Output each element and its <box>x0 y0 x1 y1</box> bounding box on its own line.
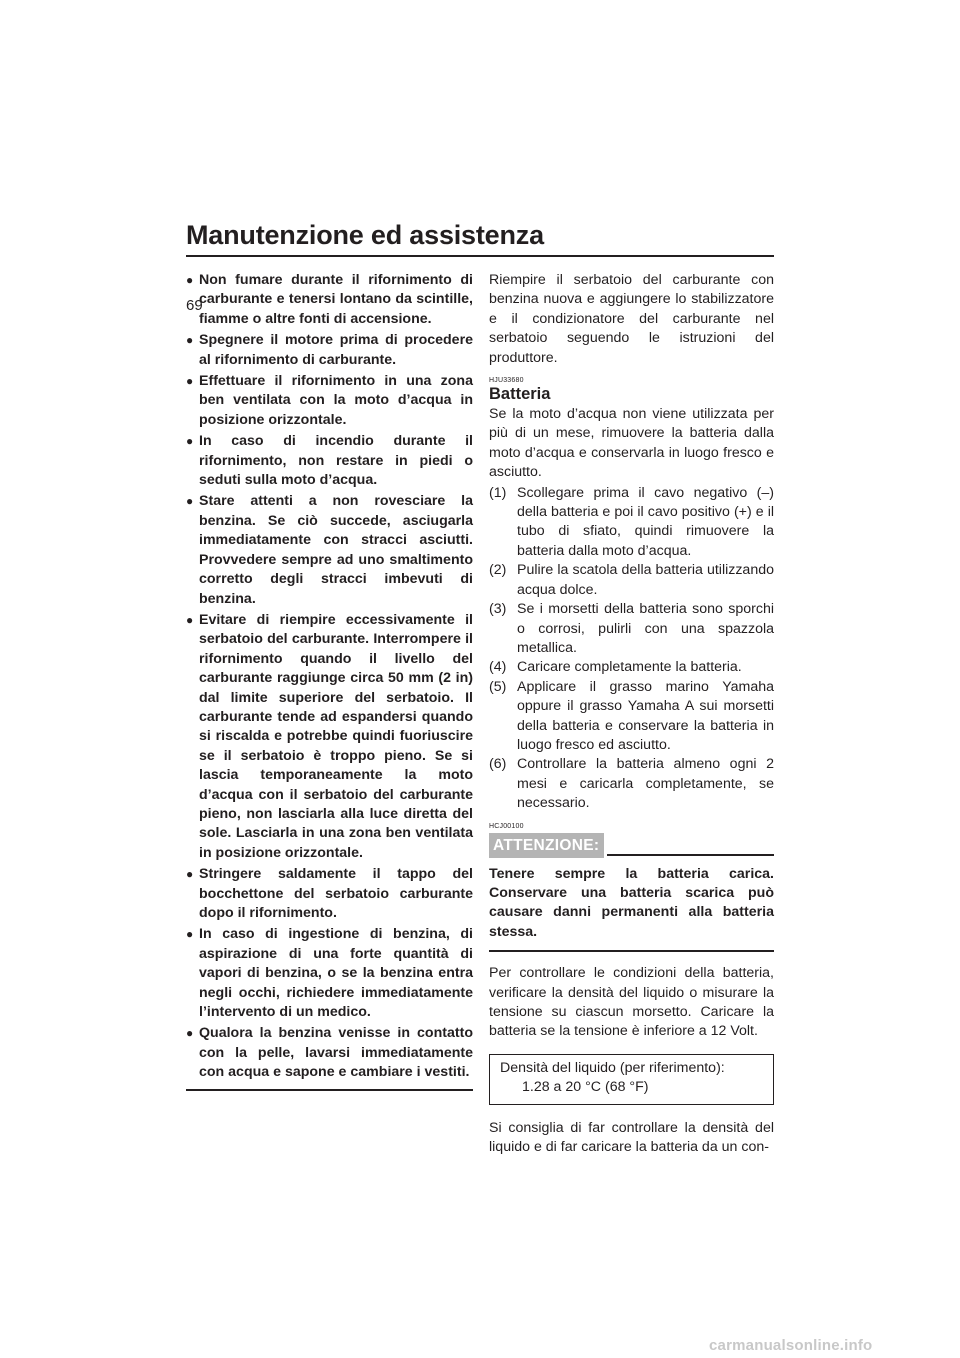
battery-step: (3) Se i morsetti della batteria sono sporchi o corrosi, pulirli con una spazzola metallica. <box>489 601 774 656</box>
warning-bullet: ● Qualora la benzina venisse in contatto con la pelle, lavarsi immediatamente con acqua e sapone e cambiare i vestiti. <box>186 1025 473 1081</box>
bullet-dot-icon: ● <box>186 1026 194 1041</box>
battery-step: (2) Pulire la scatola della batteria utilizzando acqua dolce. <box>489 562 774 598</box>
page-title: Manutenzione ed assistenza <box>186 220 544 250</box>
attention-header <box>489 833 774 858</box>
battery-intro-paragraph: Se la moto d’acqua non viene utilizzata per più di un mese, rimuovere la batteria dalla moto d’acqua e conservarla in luogo fresco e asciutto. <box>489 406 774 481</box>
bullet-dot-icon: ● <box>186 612 194 627</box>
attention-code: HCJ00100 <box>489 822 524 830</box>
battery-column <box>489 271 774 1157</box>
fuel-intro-paragraph: Riempire il serbatoio del carburante con benzina nuova e aggiungere lo stabilizzatore e il condizionatore del carburante nel serbatoio seguendo le istruzioni del produttore. <box>489 272 774 366</box>
battery-step: (6) Controllare la batteria almeno ogni 2 mesi e caricarla completamente, se necessario. <box>489 756 774 812</box>
battery-step: (4) Caricare completamente la batteria. <box>489 658 774 677</box>
attention-rule <box>607 854 774 856</box>
watermark: carmanualsonline.info <box>709 1337 873 1354</box>
battery-steps <box>489 484 774 814</box>
attention-text: Tenere sempre la batteria carica. Conservare una batteria scarica può causare danni permanenti alla batteria stessa. <box>489 865 774 940</box>
battery-heading: Batteria <box>489 385 551 404</box>
warning-bullet: ● Stringere saldamente il tappo del bocchettone del serbatoio carburante dopo il rifornimento. <box>186 866 473 921</box>
attention-label: ATTENZIONE: <box>489 833 604 858</box>
spec-value: 1.28 a 20 °C (68 °F) <box>522 1079 649 1096</box>
bullet-dot-icon: ● <box>186 333 194 348</box>
warning-end-rule <box>186 1089 473 1091</box>
battery-check-paragraph: Per controllare le condizioni della batteria, verificare la densità del liquido o misurare la tensione su ciascun morsetto. Caricare la batteria se la tensione è inferiore a 12 Volt. <box>489 965 774 1040</box>
bullet-dot-icon: ● <box>186 867 194 882</box>
step-number: (4) <box>489 659 507 676</box>
warning-bullet: ● In caso di ingestione di benzina, di aspirazione di una forte quantità di vapori di benzina, o se la benzina entra negli occhi, richiedere immediatamente l’intervento di un medico. <box>186 926 473 1021</box>
warning-bullet: ● Stare attenti a non rovesciare la benzina. Se ciò succede, asciugarla immediatamente con stracci asciutti. Provvedere sempre ad uno smaltimento corretto degli stracci imbevuti di benzina. <box>186 493 473 607</box>
bullet-dot-icon: ● <box>186 927 194 942</box>
step-number: (2) <box>489 562 507 579</box>
density-spec-box <box>489 1054 774 1105</box>
bullet-dot-icon: ● <box>186 494 194 509</box>
warning-column <box>186 271 473 1091</box>
spec-label: Densità del liquido (per riferimento): <box>500 1059 725 1076</box>
title-rule <box>186 255 774 257</box>
warning-bullet: ● Evitare di riempire eccessivamente il serbatoio del carburante. Interrompere il rifornimento quando il livello del carburante raggiunge circa 50 mm (2 in) dal limite superiore del serbatoio. Il carburante tende ad espandersi quando si riscalda e potrebbe quindi fuoriuscire se il serbatoio è troppo pieno. Se si lascia temporaneamente la moto d’acqua con il serbatoio del carburante pieno, non lasciarla alla luce diretta del sole. Lasciarla in una zona ben ventilata in posizione orizzontale. <box>186 611 473 861</box>
warning-bullet: ● Non fumare durante il rifornimento di carburante e tenersi lontano da scintille, fiamme o altre fonti di accensione. <box>186 272 473 327</box>
step-number: (3) <box>489 601 507 618</box>
bullet-dot-icon: ● <box>186 434 194 449</box>
bullet-dot-icon: ● <box>186 374 194 389</box>
attention-end-rule <box>489 950 774 952</box>
step-number: (1) <box>489 484 507 501</box>
warning-list <box>186 271 473 1083</box>
step-number: (6) <box>489 756 507 773</box>
section-code: HJU33680 <box>489 377 524 385</box>
battery-step: (5) Applicare il grasso marino Yamaha oppure il grasso Yamaha A sui morsetti della batteria e conservare la batteria in luogo fresco ed asciutto. <box>489 678 774 753</box>
battery-step: (1) Scollegare prima il cavo negativo (–) della batteria e poi il cavo positivo (+) e il tubo di sfiato, quindi rimuovere la batteria dalla moto d’acqua. <box>489 484 774 559</box>
warning-bullet: ● Spegnere il motore prima di procedere al rifornimento di carburante. <box>186 332 473 368</box>
closing-paragraph: Si consiglia di far controllare la densità del liquido e di far caricare la batteria da un con- <box>489 1119 774 1156</box>
step-number: (5) <box>489 678 507 695</box>
warning-bullet: ● Effettuare il rifornimento in una zona ben ventilata con la moto d’acqua in posizione orizzontale. <box>186 373 473 428</box>
warning-bullet: ● In caso di incendio durante il rifornimento, non restare in piedi o seduti sulla moto d’acqua. <box>186 433 473 489</box>
page-number: 69 <box>186 297 203 314</box>
bullet-dot-icon: ● <box>186 273 194 287</box>
